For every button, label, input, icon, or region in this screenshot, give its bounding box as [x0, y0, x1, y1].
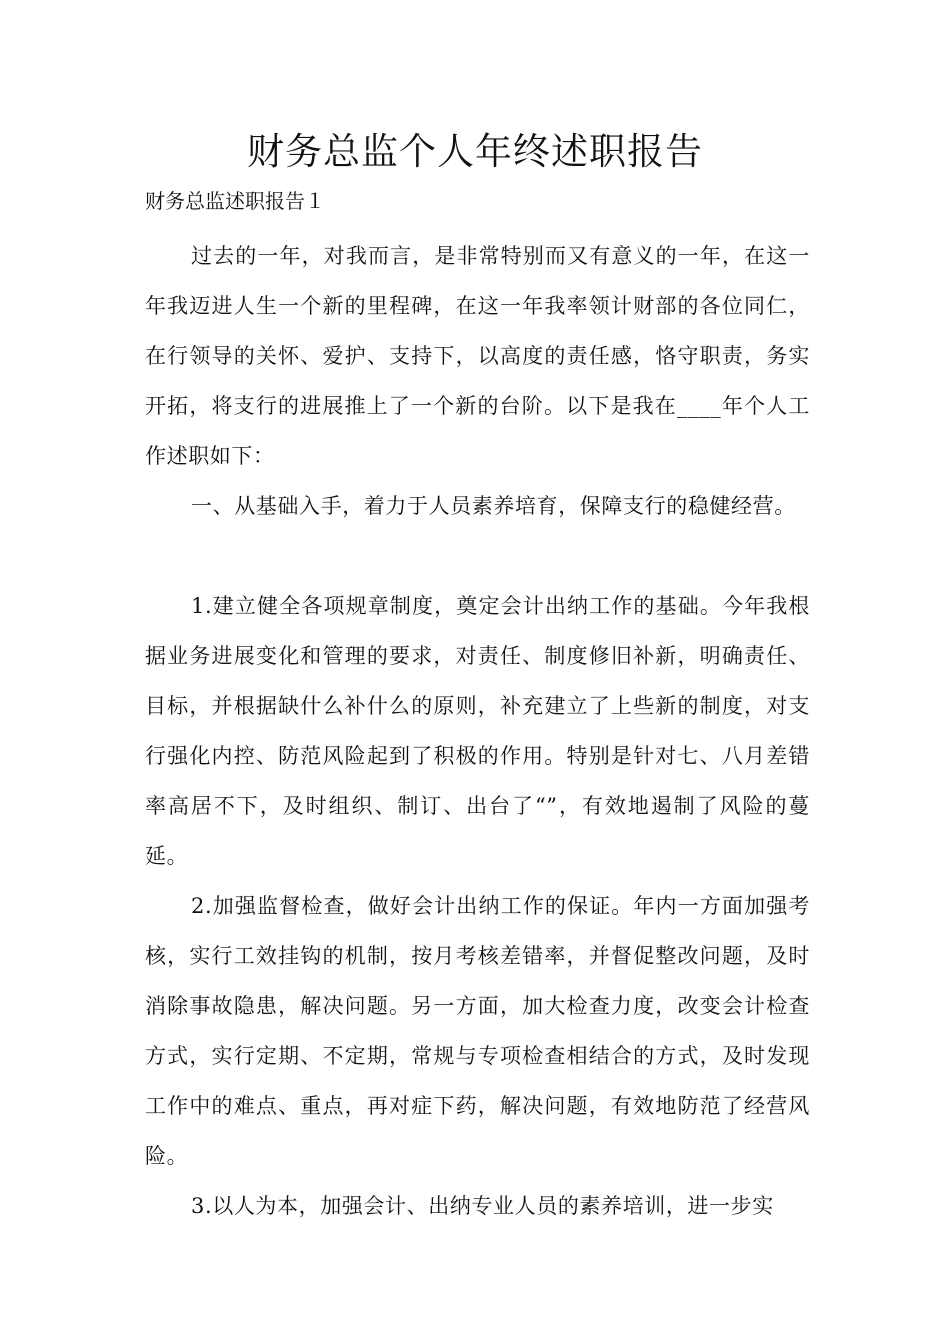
section-heading-one: 一、从基础入手，着力于人员素养培育，保障支行的稳健经营。	[191, 494, 796, 518]
document-title: 财务总监个人年终述职报告	[247, 130, 703, 173]
paragraph-item-3: 3.以人为本，加强会计、出纳专业人员的素养培训，进一步实	[191, 1194, 774, 1218]
paragraph-item-2: 2.加强监督检查，做好会计出纳工作的保证。年内一方面加强考核，实行工效挂钩的机制，按月考核差错率，并督促整改问题，及时消除事故隐患，解决问题。另一方面，加大检查力度，改变会计检查方式，实行定期、不定期，常规与专项检查相结合的方式，及时发现工作中的难点、重点，再对症下药，解决问题，有效地防范了经营风险。	[145, 894, 810, 1168]
paragraph-item-1: 1.建立健全各项规章制度，奠定会计出纳工作的基础。今年我根据业务进展变化和管理的要求，对责任、制度修旧补新，明确责任、目标，并根据缺什么补什么的原则，补充建立了上些新的制度，对支行强化内控、防范风险起到了积极的作用。特别是针对七、八月差错率高居不下，及时组织、制订、出台了“”，有效地遏制了风险的蔓延。	[145, 594, 810, 868]
paragraph-intro: 过去的一年，对我而言，是非常特别而又有意义的一年，在这一年我迈进人生一个新的里程碑，在这一年我率领计财部的各位同仁，在行领导的关怀、爱护、支持下，以高度的责任感，恪守职责，务实开拓，将支行的进展推上了一个新的台阶。以下是我在____年个人工作述职如下：	[145, 244, 810, 468]
document-body	[145, 231, 810, 1231]
document-subtitle: 财务总监述职报告１	[145, 189, 325, 213]
